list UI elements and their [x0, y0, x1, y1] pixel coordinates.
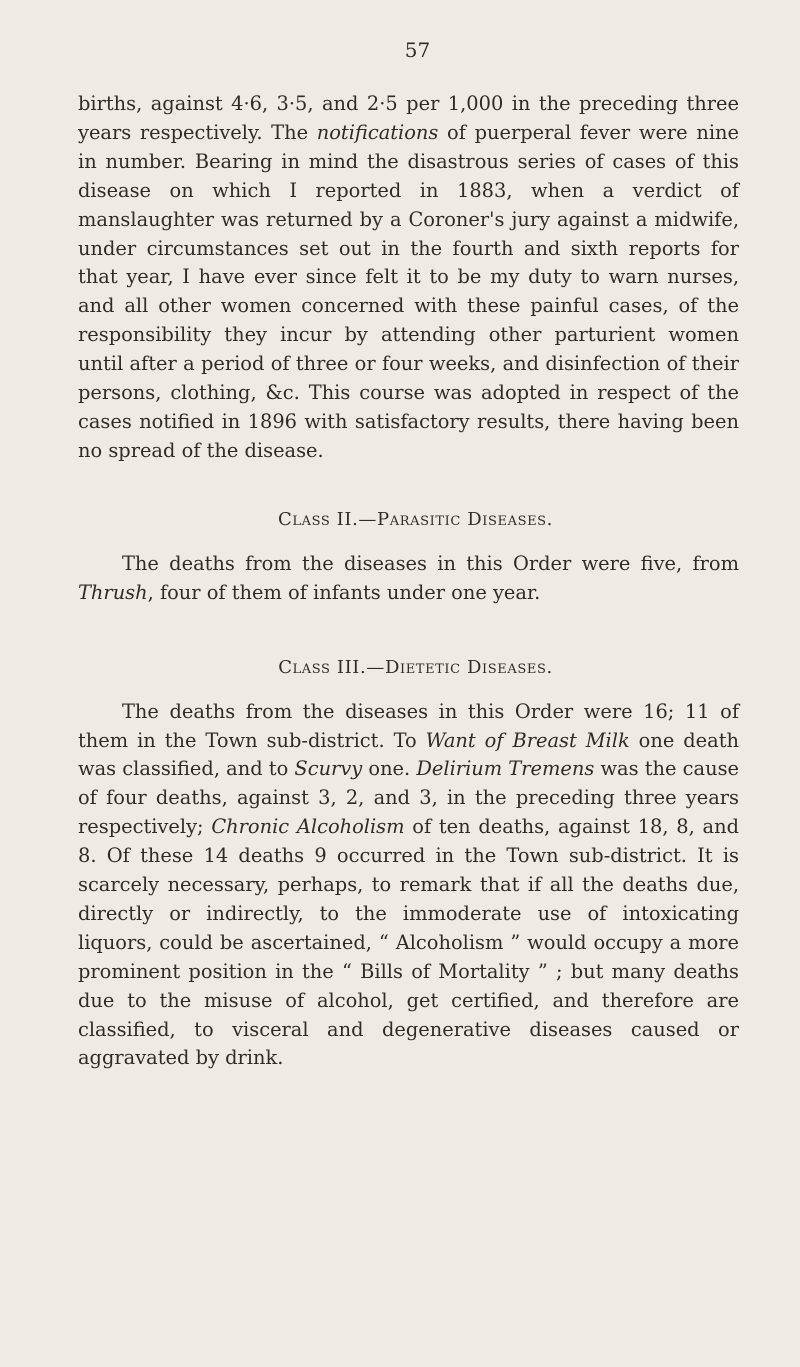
text-run: of puerperal fever were nine in number. Bearing in mind the disastrous series of cases of this disease on which I reported in 1883, when a verdict of manslaughter was returned by a Coroner's jury against a midwife, under circumstances set out in the fourth and sixth reports for that year, I have ever since felt it to be my duty to warn nurses, and all other women concerned with these painful cases, of the responsibility they incur by attending other parturient women until after a period of three or four weeks, and disinfection of their persons, clothing, &c. This course was adopted in respect of the cases notified in 1896 with satisfactory results, there having been no spread of the disease.: [78, 120, 739, 462]
paragraph-parasitic-diseases: [78, 550, 739, 608]
italic-term: Want of Breast Milk: [425, 728, 630, 752]
page-number: 57: [404, 38, 431, 62]
section-heading-class-ii: Class II.—Parasitic Diseases.: [277, 508, 553, 530]
paragraph-puerperal-fever: [78, 90, 739, 466]
paragraph-dietetic-diseases: [78, 698, 739, 1074]
italic-term: Thrush: [78, 580, 148, 604]
text-run: was the cause of four deaths, against 3, 2, and 3, in the preceding three years respectively;: [78, 757, 739, 839]
text-run: births, against 4·6, 3·5, and 2·5 per 1,000 in the preceding three years respectively. The: [78, 92, 739, 144]
italic-term: Scurvy: [294, 757, 363, 781]
italic-term: notifications: [316, 120, 439, 144]
section-heading-class-iii: Class III.—Dietetic Diseases.: [278, 656, 553, 678]
text-run: , four of them of infants under one year.: [147, 580, 541, 604]
text-run: one death was classified, and to: [78, 728, 739, 781]
text-run: The deaths from the diseases in this Order were five, from: [122, 551, 739, 575]
text-run: of ten deaths, against 18, 8, and 8. Of these 14 deaths 9 occurred in the Town sub-district. It is scarcely necessary, perhaps, to remark that if all the deaths due, directly or indirectly, to the immoderate use of intoxicating liquors, could be ascertained, “ Alcoholism ” would occupy a more prominent position in the “ Bills of Mortality ” ; but many deaths due to the misuse of alcohol, get certified, and therefore are classified, to visceral and degenerative diseases caused or aggravated by drink.: [78, 815, 739, 1070]
italic-term: Chronic Alcoholism: [211, 815, 405, 839]
text-run: The deaths from the diseases in this Order were 16; 11 of them in the Town sub-district. To: [78, 699, 739, 752]
text-run: one.: [362, 757, 417, 781]
italic-term: Delirium Tremens: [416, 757, 595, 781]
